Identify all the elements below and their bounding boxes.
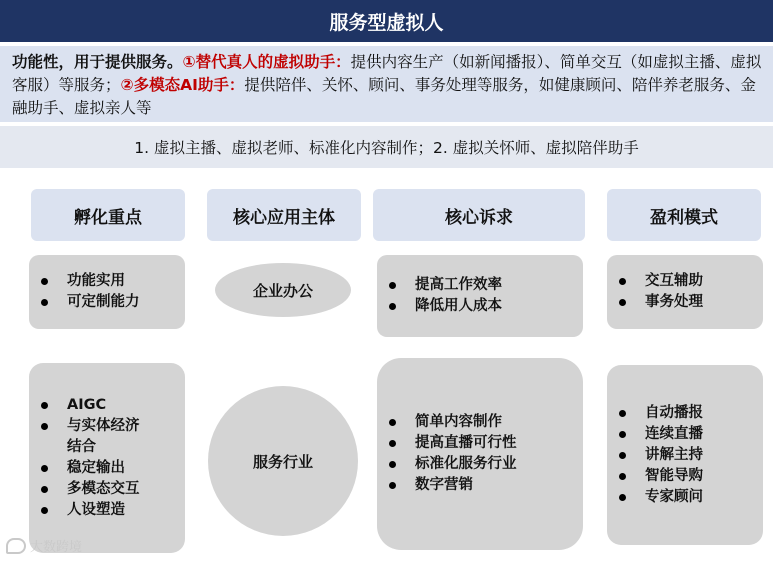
list-item: 标准化服务行业 (377, 454, 517, 475)
list-item: 与实体经济结合 (29, 416, 169, 458)
core-demand-row2-list (377, 412, 517, 496)
description-part4: ②多模态AI助手： (120, 76, 245, 94)
watermark-text: 大数跨境 (30, 540, 83, 555)
incubation-row2-card (29, 363, 185, 553)
core-subject-row1-ellipse: 企业办公 (215, 263, 351, 317)
description-part2: ①替代真人的虚拟助手： (182, 53, 351, 71)
profit-model-row1-list (607, 271, 703, 313)
list-item: 功能实用 (29, 271, 140, 292)
list-item: 简单内容制作 (377, 412, 517, 433)
header-core-subject: 核心应用主体 (207, 189, 361, 241)
watermark (6, 536, 82, 555)
core-demand-row2-card (377, 358, 583, 550)
list-item: 可定制能力 (29, 292, 140, 313)
list-item: 降低用人成本 (377, 296, 502, 317)
profit-model-row1-card (607, 255, 763, 329)
description-part5: 提供陪伴、关怀、顾问、事务处理等服务，如健康顾问、陪伴养老服务、金融助手、虚拟亲人等 (12, 76, 756, 117)
core-demand-row1-list (377, 275, 502, 317)
description-part1: 功能性，用于提供服务。 (12, 53, 183, 71)
list-item: 讲解主持 (607, 445, 703, 466)
page-title: 服务型虚拟人 (0, 0, 773, 42)
incubation-row1-card (29, 255, 185, 329)
list-item: 专家顾问 (607, 487, 703, 508)
profit-model-row2-card (607, 365, 763, 545)
list-item: 多模态交互 (29, 479, 169, 500)
list-item: 自动播报 (607, 403, 703, 424)
description-panel (0, 46, 773, 122)
list-item: 数字营销 (377, 475, 517, 496)
incubation-row2-list (29, 395, 169, 521)
watermark-logo-icon (6, 538, 26, 554)
core-demand-row1-card (377, 255, 583, 337)
list-item: 提高工作效率 (377, 275, 502, 296)
header-core-demand: 核心诉求 (373, 189, 585, 241)
list-item: 智能导购 (607, 466, 703, 487)
list-item: 稳定输出 (29, 458, 169, 479)
list-item: 人设塑造 (29, 500, 169, 521)
core-subject-row2-ellipse: 服务行业 (208, 386, 358, 536)
list-item: 提高直播可行性 (377, 433, 517, 454)
description-part3: 提供内容生产（如新闻播报）、简单交互（如虚拟主播、虚拟客服）等服务； (12, 53, 762, 94)
profit-model-row2-list (607, 403, 703, 508)
list-item: 连续直播 (607, 424, 703, 445)
list-item: AIGC (29, 395, 169, 416)
list-item: 交互辅助 (607, 271, 703, 292)
examples-bar: 1. 虚拟主播、虚拟老师、标准化内容制作；2. 虚拟关怀师、虚拟陪伴助手 (0, 126, 773, 168)
header-incubation: 孵化重点 (31, 189, 185, 241)
list-item: 事务处理 (607, 292, 703, 313)
header-profit-model: 盈利模式 (607, 189, 761, 241)
incubation-row1-list (29, 271, 140, 313)
